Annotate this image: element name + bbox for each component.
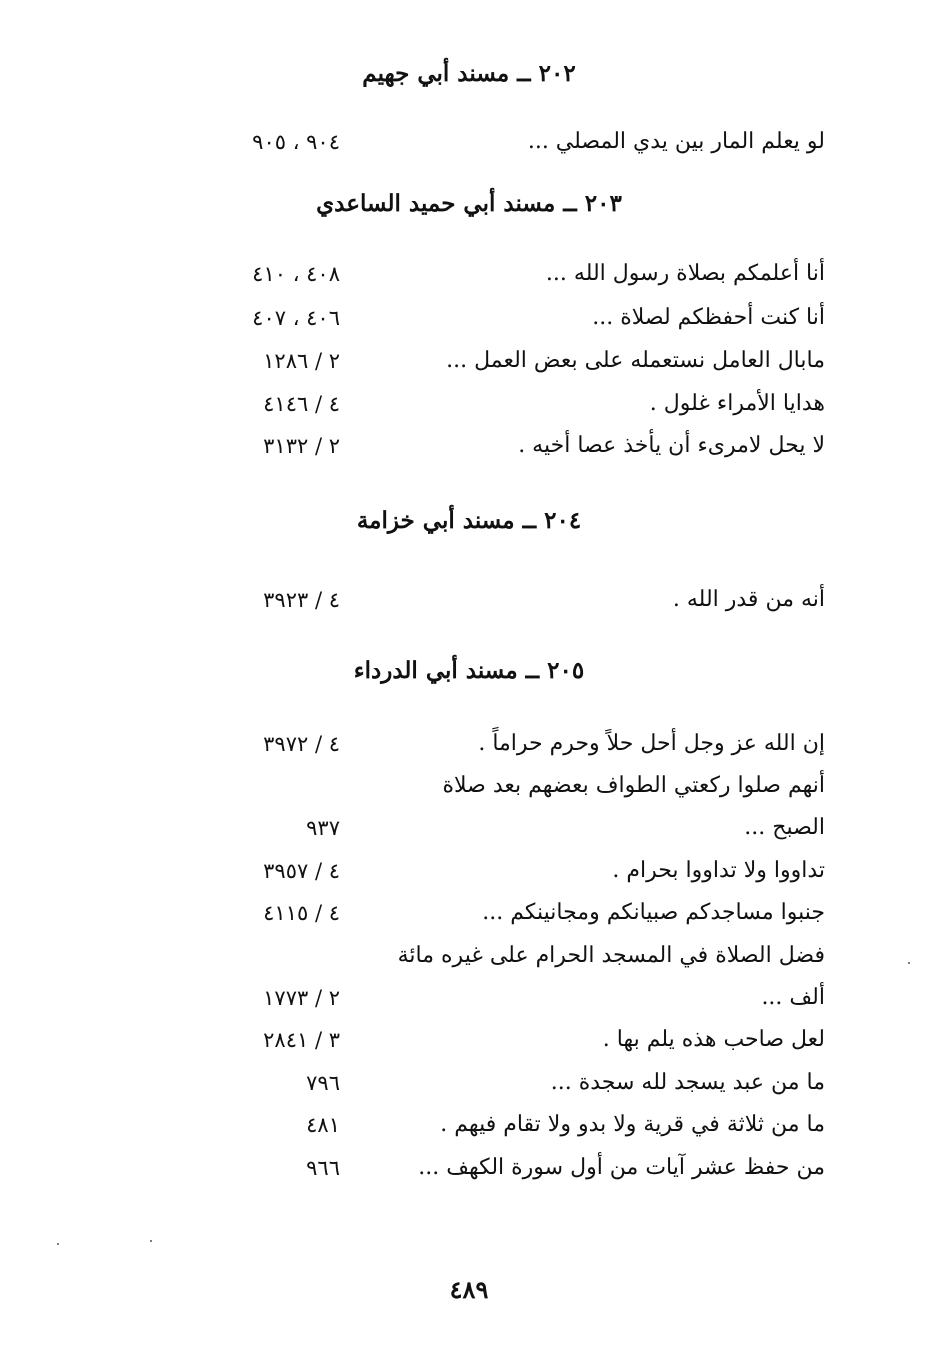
hadith-text: لو يعلم المار بين يدي المصلي ... — [527, 129, 825, 154]
index-entry — [230, 768, 825, 804]
hadith-text: فضل الصلاة في المسجد الحرام على غيره مائة — [397, 943, 825, 968]
hadith-reference: ٤ / ٣٩٢٣ — [263, 588, 340, 612]
hadith-reference: ٤ / ٤١١٥ — [263, 901, 340, 925]
index-entry — [230, 1022, 825, 1058]
section-heading: ٢٠٣ ــ مسند أبي حميد الساعدي — [316, 190, 622, 217]
hadith-reference: ٤ / ٤١٤٦ — [263, 392, 340, 416]
hadith-reference: ٤٨١ — [306, 1113, 340, 1137]
index-entry — [230, 1065, 825, 1101]
hadith-text: تداووا ولا تداووا بحرام . — [612, 858, 825, 883]
hadith-reference: ٣ / ٢٨٤١ — [263, 1028, 340, 1052]
hadith-text: لعل صاحب هذه يلم بها . — [602, 1027, 825, 1052]
hadith-text: أنا أعلمكم بصلاة رسول الله ... — [545, 261, 825, 286]
hadith-text: هدايا الأمراء غلول . — [649, 391, 825, 416]
page-number: ٤٨٩ — [449, 1275, 489, 1304]
index-entry — [230, 300, 825, 336]
scan-speck — [57, 1243, 59, 1245]
index-entry — [230, 428, 825, 464]
hadith-text: لا يحل لامرىء أن يأخذ عصا أخيه . — [518, 433, 825, 458]
index-entry — [230, 1150, 825, 1186]
index-entry — [230, 853, 825, 889]
hadith-text: أنهم صلوا ركعتي الطواف بعضهم بعد صلاة — [442, 773, 825, 798]
hadith-text: ألف ... — [761, 985, 825, 1010]
hadith-reference: ٢ / ٣١٣٢ — [263, 434, 340, 458]
hadith-reference: ٧٩٦ — [306, 1071, 340, 1095]
hadith-text: إن الله عز وجل أحل حلاً وحرم حراماً . — [478, 731, 825, 756]
hadith-reference: ٩٦٦ — [306, 1156, 340, 1180]
index-entry — [230, 1107, 825, 1143]
hadith-reference: ٩٠٤ ، ٩٠٥ — [252, 130, 340, 154]
hadith-text: ما من ثلاثة في قرية ولا بدو ولا تقام فيهم . — [440, 1112, 825, 1137]
hadith-text: جنبوا مساجدكم صبيانكم ومجانينكم ... — [482, 900, 825, 925]
hadith-text: أنه من قدر الله . — [672, 587, 825, 612]
hadith-reference: ٤ / ٣٩٧٢ — [263, 732, 340, 756]
index-entry — [230, 124, 825, 160]
hadith-reference: ٤ / ٣٩٥٧ — [263, 859, 340, 883]
section-heading: ٢٠٥ ــ مسند أبي الدرداء — [353, 657, 585, 684]
hadith-text: من حفظ عشر آيات من أول سورة الكهف ... — [418, 1155, 825, 1180]
scan-speck — [908, 962, 910, 964]
hadith-reference: ٢ / ١٧٧٣ — [263, 986, 340, 1010]
index-entry — [230, 386, 825, 422]
hadith-reference: ٢ / ١٢٨٦ — [263, 349, 340, 373]
section-heading: ٢٠٢ ــ مسند أبي جهيم — [362, 60, 576, 87]
hadith-text: ما من عبد يسجد لله سجدة ... — [550, 1070, 825, 1095]
index-entry — [230, 980, 825, 1016]
hadith-text: أنا كنت أحفظكم لصلاة ... — [592, 305, 825, 330]
index-entry — [230, 726, 825, 762]
hadith-reference: ٤٠٨ ، ٤١٠ — [252, 262, 340, 286]
hadith-reference: ٩٣٧ — [306, 816, 340, 840]
index-entry — [230, 895, 825, 931]
hadith-text: مابال العامل نستعمله على بعض العمل ... — [446, 348, 825, 373]
hadith-text: الصبح ... — [744, 815, 825, 840]
hadith-reference: ٤٠٦ ، ٤٠٧ — [252, 306, 340, 330]
index-entry — [230, 256, 825, 292]
index-entry — [230, 938, 825, 974]
section-heading: ٢٠٤ ــ مسند أبي خزامة — [356, 507, 582, 534]
index-entry — [230, 582, 825, 618]
index-entry — [230, 343, 825, 379]
index-entry — [230, 810, 825, 846]
scan-speck — [150, 1240, 152, 1242]
